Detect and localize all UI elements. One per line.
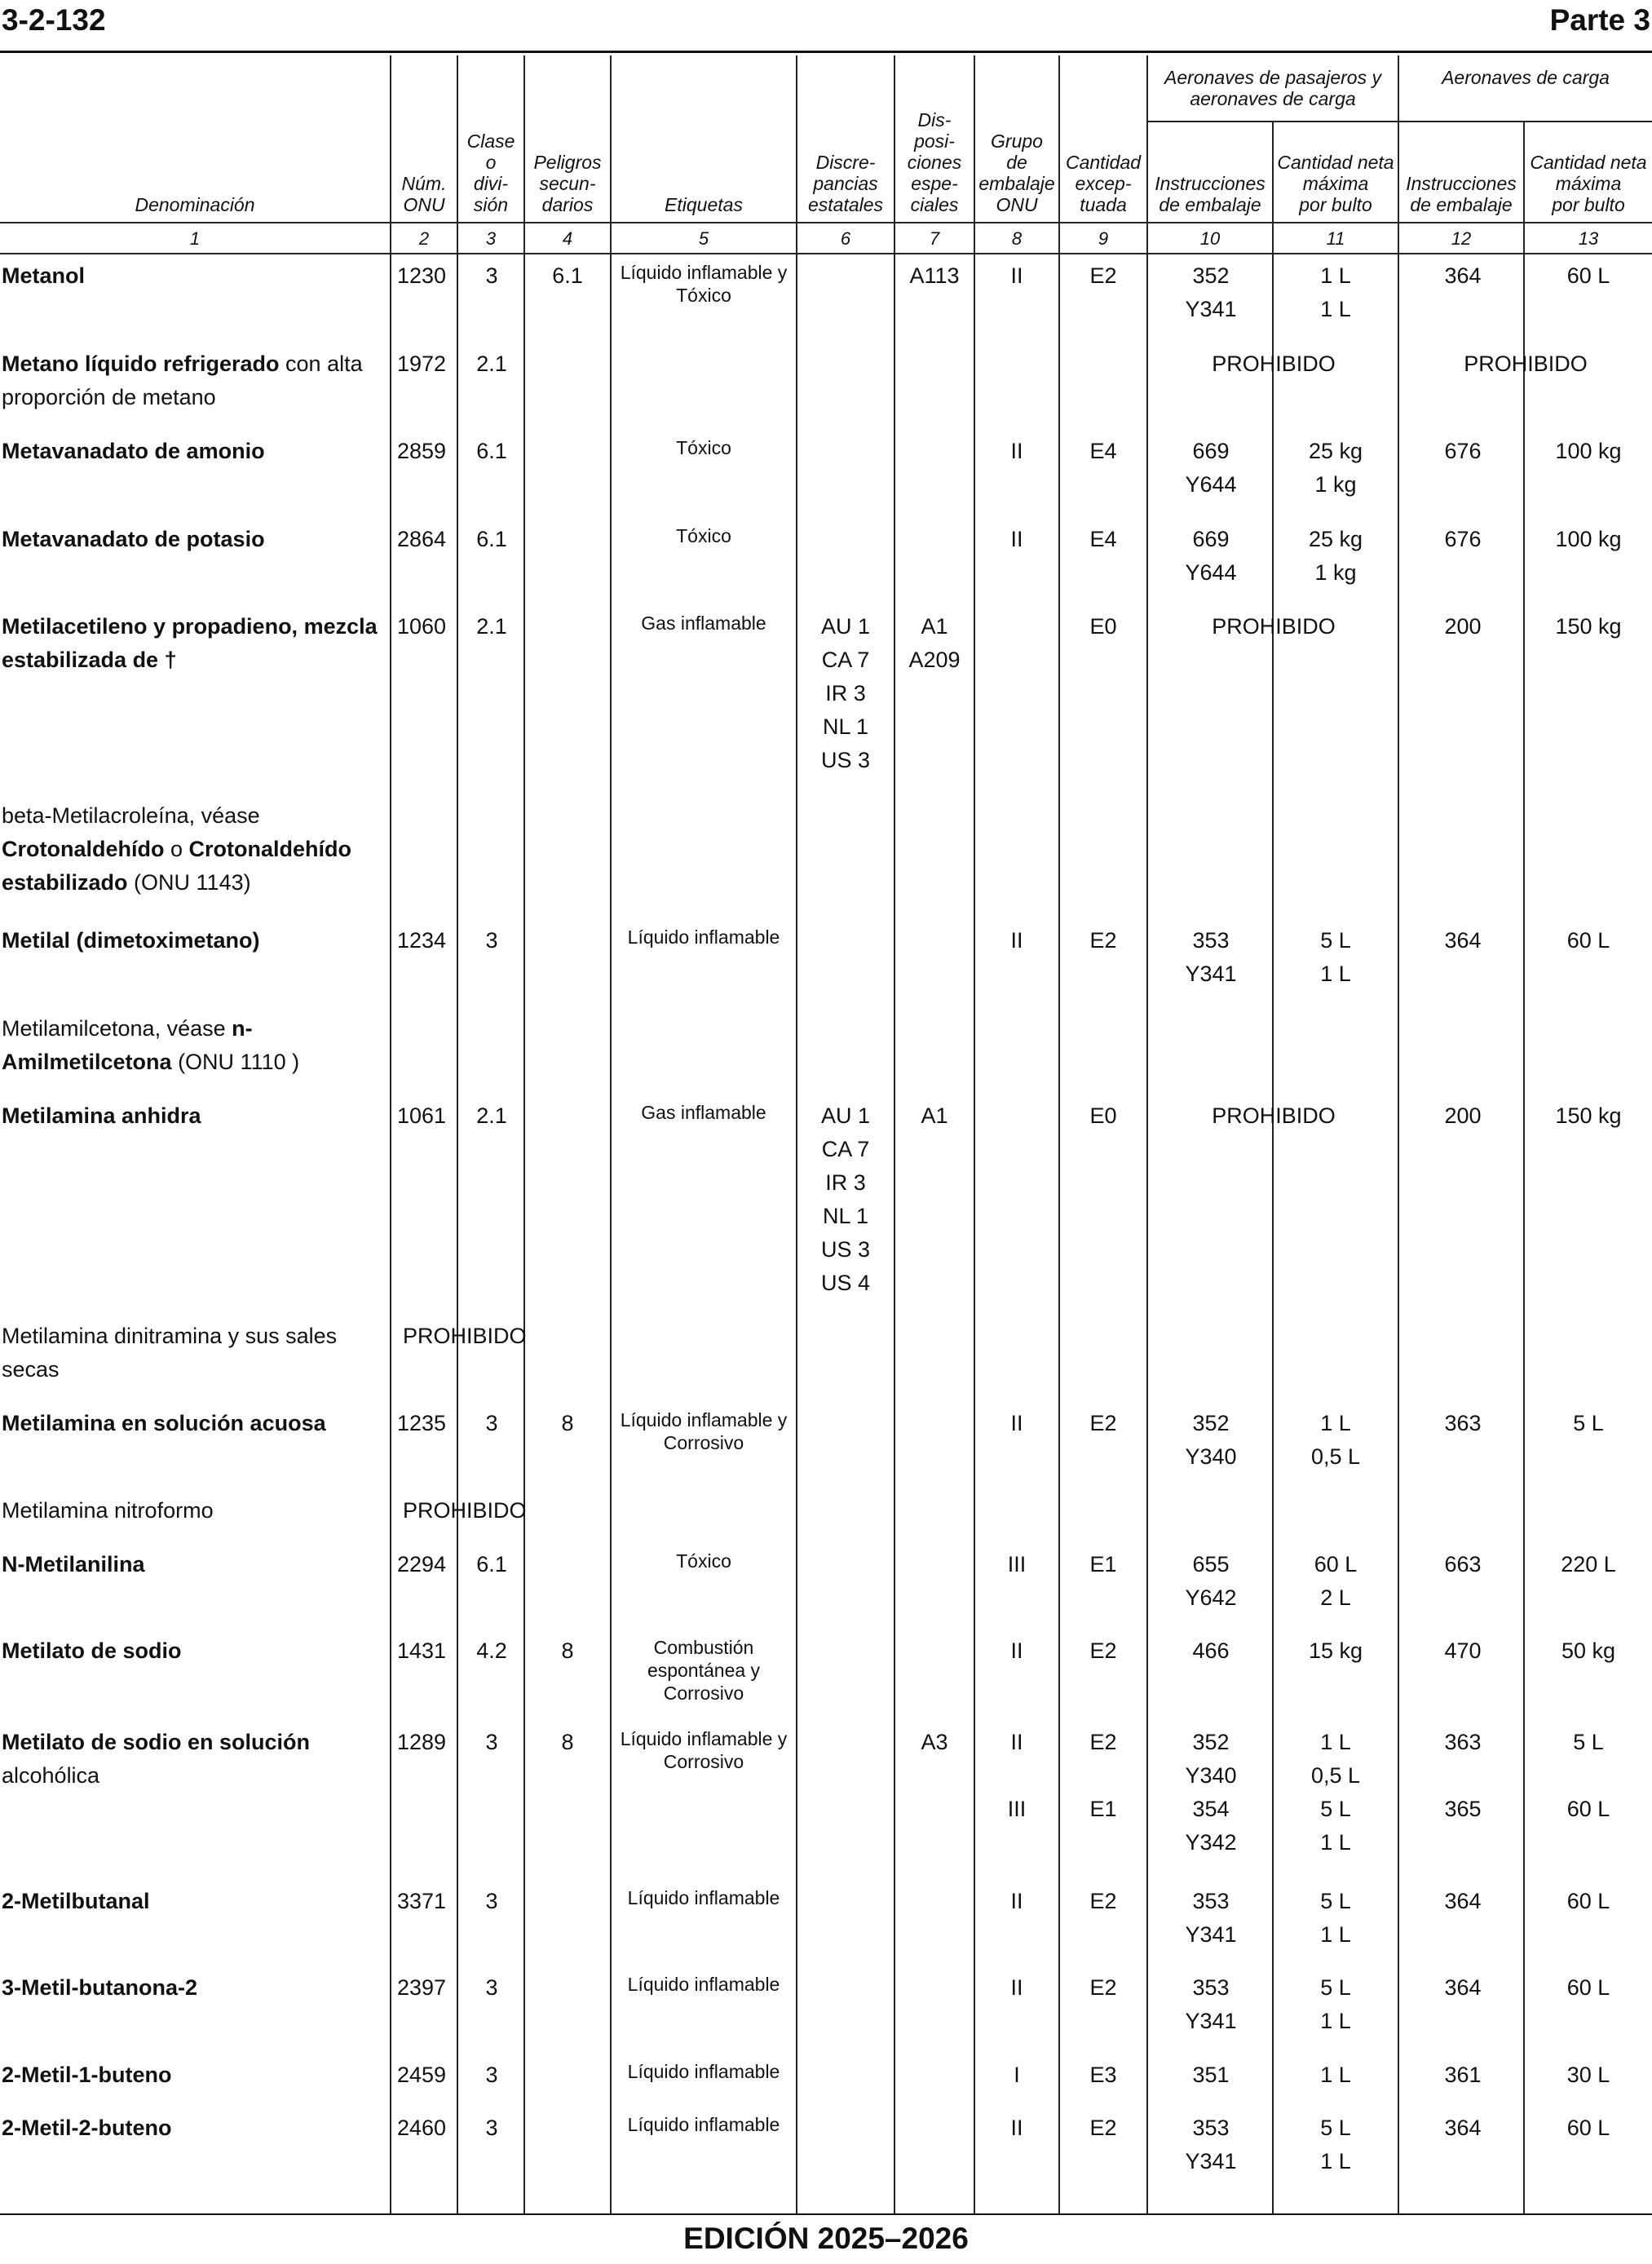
column-header-4: Peligros secun- darios <box>533 152 602 215</box>
cargo-max-quantity: 60 L <box>1566 263 1610 288</box>
group-header-rule <box>1146 121 1652 122</box>
passenger-max-quantity: 1 L <box>1320 2063 1351 2087</box>
passenger-packing-instruction: 352 Y341 <box>1185 263 1237 321</box>
hazard-label: Tóxico <box>676 525 731 546</box>
packing-group: II <box>1010 1638 1023 1663</box>
state-variations: AU 1 CA 7 IR 3 NL 1 US 3 <box>820 614 871 772</box>
entry-name: Metavanadato de potasio <box>2 527 265 551</box>
un-number: 1235 <box>396 1411 447 1435</box>
un-number: 2397 <box>396 1975 447 2000</box>
class-division: 2.1 <box>476 614 507 639</box>
table-row <box>0 1489 1652 1543</box>
cargo-max-quantity: 5 L <box>1573 1411 1604 1435</box>
column-number-10: 10 <box>1199 228 1221 249</box>
subsidiary-hazard: 8 <box>561 1411 574 1435</box>
excepted-quantity: E2 <box>1089 1411 1117 1435</box>
excepted-quantity: E4 <box>1089 439 1117 463</box>
entry-name: Metilamina anhidra <box>2 1103 201 1128</box>
cargo-packing-instruction: 363 365 <box>1444 1730 1482 1821</box>
packing-group: III <box>1007 1552 1027 1576</box>
passenger-prohibited: PROHIBIDO <box>1212 352 1336 376</box>
passenger-packing-instruction: 353 Y341 <box>1185 1975 1237 2033</box>
subsidiary-hazard: 6.1 <box>552 263 583 288</box>
column-header-10: Instrucciones de embalaje <box>1155 173 1266 215</box>
forbidden-entry: PROHIBIDO <box>403 1498 527 1523</box>
hazard-label: Tóxico <box>676 1550 731 1572</box>
special-provisions: A1 <box>921 1103 948 1128</box>
class-division: 3 <box>485 928 498 953</box>
column-number-1: 1 <box>189 228 201 249</box>
passenger-packing-instruction: 669 Y644 <box>1185 527 1237 585</box>
cargo-packing-instruction: 364 <box>1444 928 1482 953</box>
passenger-packing-instruction: 353 Y341 <box>1185 1889 1237 1947</box>
passenger-max-quantity: 5 L 1 L <box>1320 2116 1351 2173</box>
table-row <box>0 254 1652 343</box>
table-row <box>0 1007 1652 1094</box>
cargo-packing-instruction: 200 <box>1444 1103 1482 1128</box>
column-header-6: Discre- pancias estatales <box>807 152 884 215</box>
column-header-1: Denominación <box>135 194 255 215</box>
table-row <box>0 2107 1652 2172</box>
column-header-13: Cantidad neta máxima por bulto <box>1530 152 1647 215</box>
passenger-packing-instruction: 466 <box>1192 1638 1230 1663</box>
header-rule <box>0 51 1652 53</box>
hazard-label: Líquido inflamable y Tóxico <box>620 262 788 306</box>
passenger-prohibited: PROHIBIDO <box>1212 1103 1336 1128</box>
excepted-quantity: E2 E1 <box>1089 1730 1117 1821</box>
cargo-max-quantity: 100 kg <box>1555 439 1622 463</box>
hazard-label: Gas inflamable <box>641 1102 766 1123</box>
excepted-quantity: E2 <box>1089 1889 1117 1913</box>
excepted-quantity: E0 <box>1089 614 1117 639</box>
un-number: 2459 <box>396 2063 447 2087</box>
entry-name: Metilato de sodio <box>2 1638 182 1663</box>
cargo-packing-instruction: 200 <box>1444 614 1482 639</box>
cargo-packing-instruction: 364 <box>1444 2116 1482 2140</box>
footer-rule <box>0 2213 1652 2215</box>
column-header-2: Núm. ONU <box>401 173 447 215</box>
passenger-max-quantity: 15 kg <box>1308 1638 1363 1663</box>
column-header-7: Dis- posi- ciones espe- ciales <box>907 109 962 215</box>
column-header-5: Etiquetas <box>665 194 743 215</box>
hazard-label: Combustión espontánea y Corrosivo <box>647 1637 761 1704</box>
table-row <box>0 794 1652 919</box>
column-number-11: 11 <box>1326 228 1345 249</box>
entry-name: 2-Metil-1-buteno <box>2 2063 172 2087</box>
table-row <box>0 1094 1652 1315</box>
passenger-max-quantity: 5 L 1 L <box>1320 928 1351 986</box>
entry-name: Metilal (dimetoximetano) <box>2 928 260 953</box>
passenger-packing-instruction: 351 <box>1192 2063 1230 2087</box>
page-footer: EDICIÓN 2025–2026 <box>683 2222 969 2255</box>
special-provisions: A3 <box>921 1730 948 1754</box>
passenger-max-quantity: 1 L 1 L <box>1320 263 1351 321</box>
packing-group: II <box>1010 1975 1023 2000</box>
entry-name: N-Metilanilina <box>2 1552 145 1576</box>
un-number: 1230 <box>396 263 447 288</box>
table-row <box>0 1402 1652 1489</box>
cargo-packing-instruction: 361 <box>1444 2063 1482 2087</box>
table-row <box>0 2054 1652 2107</box>
table-row <box>0 1880 1652 1966</box>
entry-name: beta-Metilacroleína, véase Crotonaldehído o Crotonaldehído estabilizado (ONU 1143) <box>2 803 351 895</box>
header-bottom-rule <box>0 222 1652 223</box>
excepted-quantity: E2 <box>1089 928 1117 953</box>
passenger-max-quantity: 25 kg 1 kg <box>1308 527 1363 585</box>
entry-name: Metano líquido refrigerado con alta proporción de metano <box>2 352 363 409</box>
column-header-9: Cantidad excep- tuada <box>1065 152 1142 215</box>
cargo-packing-instruction: 676 <box>1444 439 1482 463</box>
un-number: 1061 <box>396 1103 447 1128</box>
hazard-label: Líquido inflamable <box>627 1887 780 1908</box>
hazard-label: Líquido inflamable <box>627 2061 780 2082</box>
cargo-max-quantity: 50 kg <box>1561 1638 1616 1663</box>
entry-name: 3-Metil-butanona-2 <box>2 1975 197 2000</box>
column-number-5: 5 <box>698 228 709 249</box>
class-division: 3 <box>485 1975 498 2000</box>
hazard-label: Líquido inflamable y Corrosivo <box>620 1728 788 1772</box>
hazard-label: Líquido inflamable y Corrosivo <box>620 1409 788 1453</box>
class-division: 6.1 <box>476 527 507 551</box>
un-number: 2460 <box>396 2116 447 2140</box>
passenger-max-quantity: 25 kg 1 kg <box>1308 439 1363 497</box>
cargo-packing-instruction: 363 <box>1444 1411 1482 1435</box>
entry-name: Metilamina dinitramina y sus sales secas <box>2 1324 338 1382</box>
column-header-8: Grupo de embalaje ONU <box>978 130 1055 215</box>
entry-name: 2-Metil-2-buteno <box>2 2116 172 2140</box>
cargo-max-quantity: 5 L 60 L <box>1566 1730 1610 1821</box>
cargo-packing-instruction: 364 <box>1444 1975 1482 2000</box>
entry-name: Metavanadato de amonio <box>2 439 265 463</box>
excepted-quantity: E2 <box>1089 1638 1117 1663</box>
class-division: 3 <box>485 2116 498 2140</box>
column-number-12: 12 <box>1451 228 1472 249</box>
packing-group: II <box>1010 439 1023 463</box>
un-number: 2294 <box>396 1552 447 1576</box>
class-division: 2.1 <box>476 352 507 376</box>
column-number-8: 8 <box>1011 228 1023 249</box>
packing-group: I <box>1014 2063 1020 2087</box>
column-header-12: Instrucciones de embalaje <box>1406 173 1517 215</box>
entry-name: Metilamina en solución acuosa <box>2 1411 326 1435</box>
column-number-6: 6 <box>840 228 851 249</box>
table-row <box>0 605 1652 794</box>
cargo-max-quantity: 150 kg <box>1555 1103 1622 1128</box>
un-number: 2864 <box>396 527 447 551</box>
table-row <box>0 518 1652 605</box>
special-provisions: A1 A209 <box>908 614 961 672</box>
hazard-label: Gas inflamable <box>641 612 766 634</box>
column-number-13: 13 <box>1578 228 1599 249</box>
column-number-9: 9 <box>1098 228 1109 249</box>
class-division: 6.1 <box>476 1552 507 1576</box>
page-number: 3-2-132 <box>2 3 106 37</box>
class-division: 4.2 <box>476 1638 507 1663</box>
passenger-max-quantity: 5 L 1 L <box>1320 1889 1351 1947</box>
column-number-7: 7 <box>929 228 940 249</box>
forbidden-entry: PROHIBIDO <box>403 1324 527 1348</box>
column-header-3: Clase o divi- sión <box>466 130 515 215</box>
entry-name: Metilacetileno y propadieno, mezcla estabilizada de † <box>2 614 378 672</box>
un-number: 2859 <box>396 439 447 463</box>
un-number: 3371 <box>396 1889 447 1913</box>
cargo-max-quantity: 150 kg <box>1555 614 1622 639</box>
cargo-packing-instruction: 364 <box>1444 1889 1482 1913</box>
column-number-4: 4 <box>562 228 573 249</box>
cargo-prohibited: PROHIBIDO <box>1464 352 1588 376</box>
table-row <box>0 919 1652 1007</box>
group-header-cargo: Aeronaves de carga <box>1442 67 1610 88</box>
packing-group: II <box>1010 2116 1023 2140</box>
entry-name: Metilato de sodio en solución alcohólica <box>2 1730 311 1788</box>
cargo-max-quantity: 220 L <box>1561 1552 1616 1576</box>
entry-name: 2-Metilbutanal <box>2 1889 150 1913</box>
class-division: 2.1 <box>476 1103 507 1128</box>
cargo-max-quantity: 60 L <box>1566 1975 1610 2000</box>
excepted-quantity: E2 <box>1089 263 1117 288</box>
excepted-quantity: E0 <box>1089 1103 1117 1128</box>
table-row <box>0 1315 1652 1402</box>
hazard-label: Líquido inflamable <box>627 2114 780 2135</box>
passenger-max-quantity: 5 L 1 L <box>1320 1975 1351 2033</box>
class-division: 6.1 <box>476 439 507 463</box>
un-number: 1431 <box>396 1638 447 1663</box>
state-variations: AU 1 CA 7 IR 3 NL 1 US 3 US 4 <box>820 1103 871 1295</box>
passenger-max-quantity: 1 L 0,5 L <box>1310 1411 1361 1469</box>
excepted-quantity: E2 <box>1089 2116 1117 2140</box>
class-division: 3 <box>485 1730 498 1754</box>
page-part: Parte 3 <box>1549 3 1650 37</box>
hazard-label: Tóxico <box>676 437 731 458</box>
packing-group: II <box>1010 527 1023 551</box>
un-number: 1234 <box>396 928 447 953</box>
dangerous-goods-table <box>0 254 1652 2172</box>
passenger-max-quantity: 1 L 0,5 L 5 L 1 L <box>1310 1730 1361 1855</box>
cargo-packing-instruction: 364 <box>1444 263 1482 288</box>
passenger-packing-instruction: 352 Y340 <box>1185 1411 1237 1469</box>
passenger-max-quantity: 60 L 2 L <box>1314 1552 1358 1610</box>
page-header <box>0 0 1652 51</box>
cargo-max-quantity: 60 L <box>1566 2116 1610 2140</box>
cargo-packing-instruction: 676 <box>1444 527 1482 551</box>
excepted-quantity: E2 <box>1089 1975 1117 2000</box>
passenger-packing-instruction: 352 Y340 354 Y342 <box>1185 1730 1237 1855</box>
entry-name: Metanol <box>2 263 86 288</box>
column-number-3: 3 <box>485 228 497 249</box>
class-division: 3 <box>485 263 498 288</box>
passenger-packing-instruction: 353 Y341 <box>1185 2116 1237 2173</box>
subsidiary-hazard: 8 <box>561 1730 574 1754</box>
subsidiary-hazard: 8 <box>561 1638 574 1663</box>
class-division: 3 <box>485 1889 498 1913</box>
entry-name: Metilamina nitroformo <box>2 1498 214 1523</box>
packing-group: II III <box>1007 1730 1027 1821</box>
packing-group: II <box>1010 263 1023 288</box>
cargo-max-quantity: 30 L <box>1566 2063 1610 2087</box>
group-header-passenger: Aeronaves de pasajeros y aeronaves de carga <box>1164 67 1381 109</box>
special-provisions: A113 <box>909 263 960 288</box>
cargo-max-quantity: 60 L <box>1566 1889 1610 1913</box>
class-division: 3 <box>485 1411 498 1435</box>
table-row <box>0 343 1652 430</box>
passenger-prohibited: PROHIBIDO <box>1212 614 1336 639</box>
passenger-packing-instruction: 669 Y644 <box>1185 439 1237 497</box>
un-number: 1289 <box>396 1730 447 1754</box>
cargo-max-quantity: 60 L <box>1566 928 1610 953</box>
un-number: 1972 <box>396 352 447 376</box>
excepted-quantity: E3 <box>1089 2063 1117 2087</box>
column-header-11: Cantidad neta máxima por bulto <box>1277 152 1394 215</box>
excepted-quantity: E1 <box>1089 1552 1117 1576</box>
packing-group: II <box>1010 928 1023 953</box>
hazard-label: Líquido inflamable <box>627 926 780 948</box>
entry-name: Metilamilcetona, véase n-Amilmetilcetona (ONU 1110 ) <box>2 1016 300 1074</box>
class-division: 3 <box>485 2063 498 2087</box>
table-row <box>0 1629 1652 1721</box>
cargo-packing-instruction: 663 <box>1444 1552 1482 1576</box>
table-row <box>0 1966 1652 2054</box>
passenger-packing-instruction: 353 Y341 <box>1185 928 1237 986</box>
cargo-packing-instruction: 470 <box>1444 1638 1482 1663</box>
table-row <box>0 1543 1652 1629</box>
un-number: 1060 <box>396 614 447 639</box>
table-row <box>0 1721 1652 1880</box>
excepted-quantity: E4 <box>1089 527 1117 551</box>
column-number-2: 2 <box>418 228 430 249</box>
packing-group: II <box>1010 1411 1023 1435</box>
table-row <box>0 430 1652 518</box>
hazard-label: Líquido inflamable <box>627 1974 780 1995</box>
cargo-max-quantity: 100 kg <box>1555 527 1622 551</box>
passenger-packing-instruction: 655 Y642 <box>1185 1552 1237 1610</box>
packing-group: II <box>1010 1889 1023 1913</box>
